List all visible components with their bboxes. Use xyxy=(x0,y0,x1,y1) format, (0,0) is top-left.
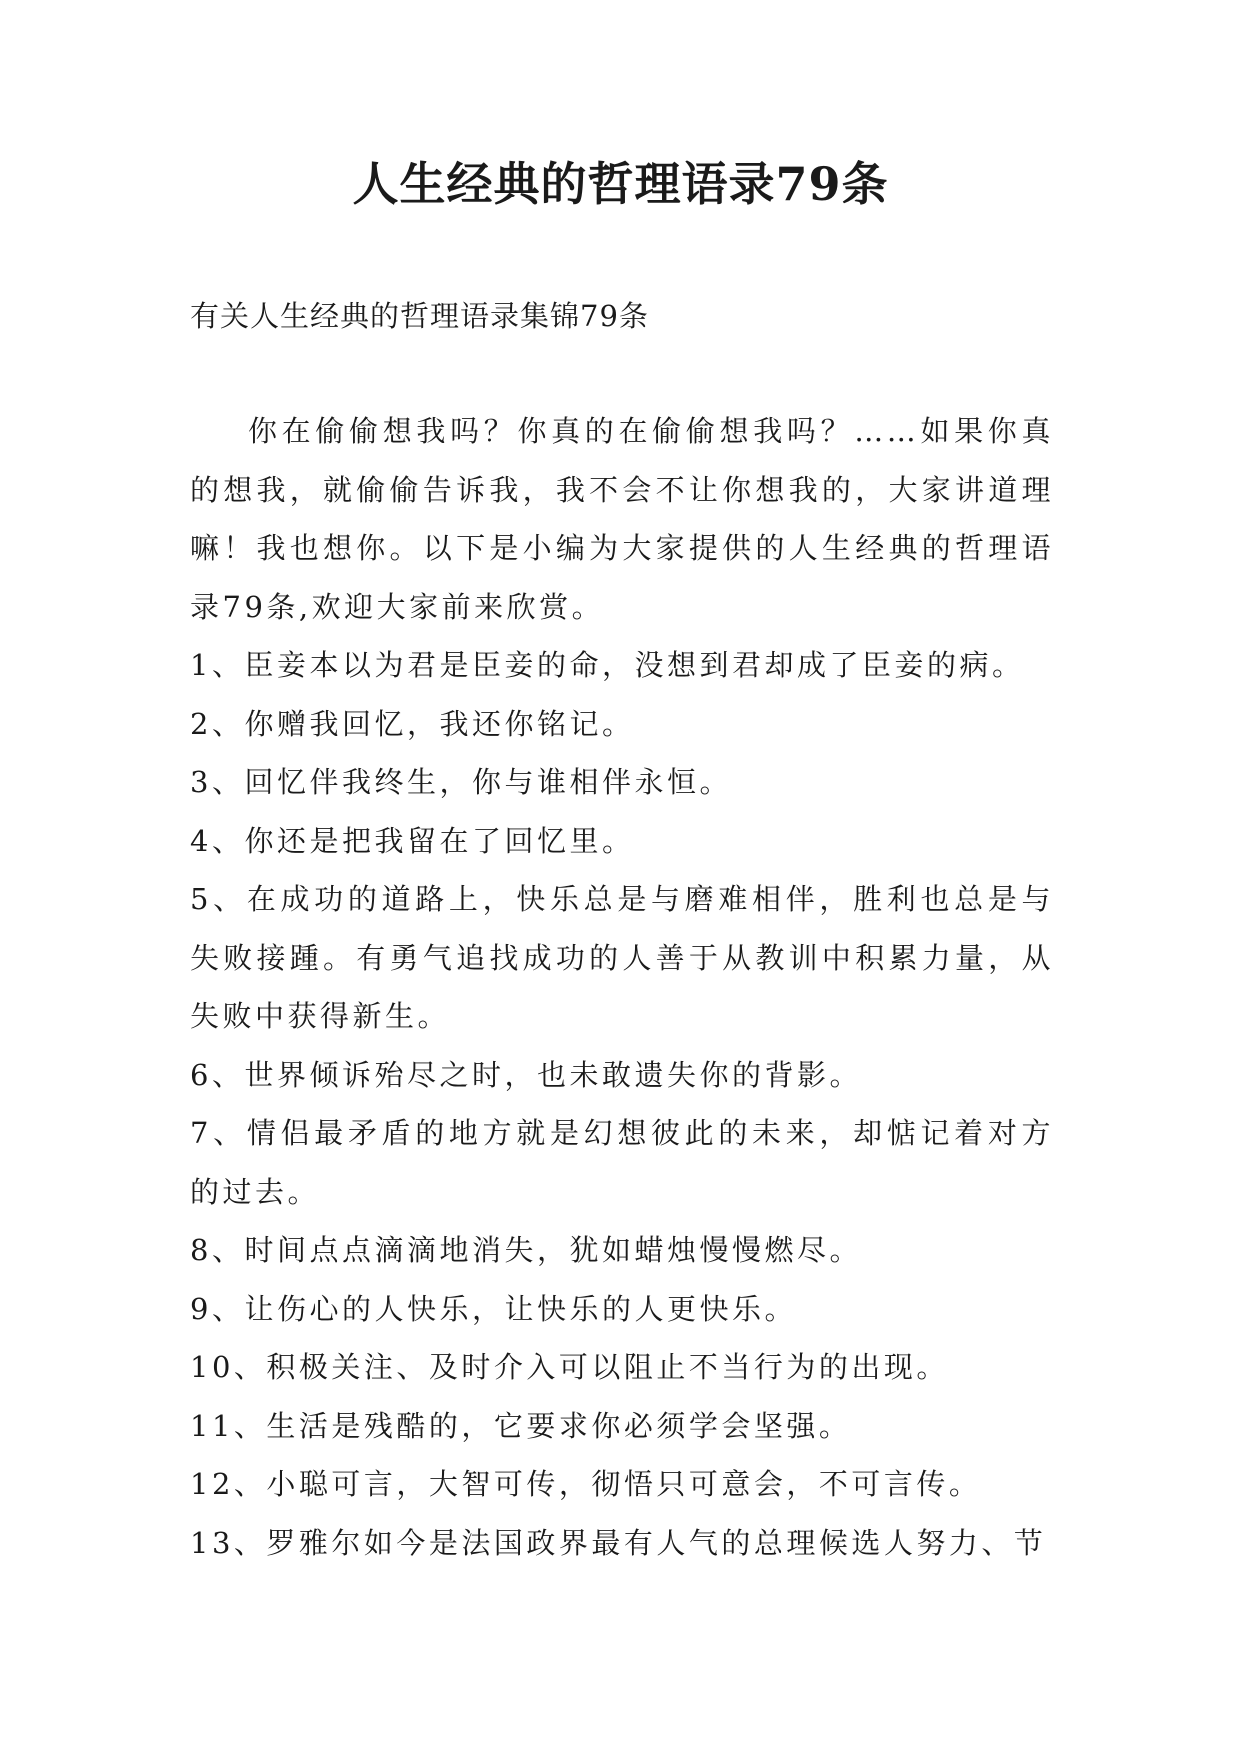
list-item: 9、让伤心的人快乐，让快乐的人更快乐。 xyxy=(190,1291,797,1326)
intro-paragraph: 你在偷偷想我吗？你真的在偷偷想我吗？……如果你真的想我，就偷偷告诉我，我不会不让你想我的，大家讲道理嘛！我也想你。以下是小编为大家提供的人生经典的哲理语录79条,欢迎大家前来欣赏。 xyxy=(190,414,1054,624)
list-item: 3、回忆伴我终生，你与谁相伴永恒。 xyxy=(190,765,732,799)
list-item: 7、情侣最矛盾的地方就是幻想彼此的未来，却惦记着对方的过去。 xyxy=(190,1116,1054,1209)
list-item: 6、世界倾诉殆尽之时，也未敢遗失你的背影。 xyxy=(190,1057,862,1092)
list-item: 13、罗雅尔如今是法国政界最有人气的总理候选人努力、节 xyxy=(190,1525,1047,1560)
list-item: 4、你还是把我留在了回忆里。 xyxy=(190,823,635,858)
list-item: 5、在成功的道路上，快乐总是与磨难相伴，胜利也总是与失败接踵。有勇气追找成功的人善于从教训中积累力量，从失败中获得新生。 xyxy=(190,882,1054,1033)
list-item: 2、你赠我回忆，我还你铭记。 xyxy=(190,706,635,741)
document-subtitle: 有关人生经典的哲理语录集锦79条 xyxy=(190,299,649,333)
document-title: 人生经典的哲理语录79条 xyxy=(352,157,889,211)
list-item: 12、小聪可言，大智可传，彻悟只可意会，不可言传。 xyxy=(190,1467,982,1501)
list-item: 10、积极关注、及时介入可以阻止不当行为的出现。 xyxy=(190,1350,949,1384)
list-item: 11、生活是残酷的，它要求你必须学会坚强。 xyxy=(190,1408,852,1443)
list-item: 8、时间点点滴滴地消失，犹如蜡烛慢慢燃尽。 xyxy=(190,1233,862,1267)
document-body xyxy=(190,402,1054,1572)
list-item: 1、臣妾本以为君是臣妾的命，没想到君却成了臣妾的病。 xyxy=(190,648,1025,682)
